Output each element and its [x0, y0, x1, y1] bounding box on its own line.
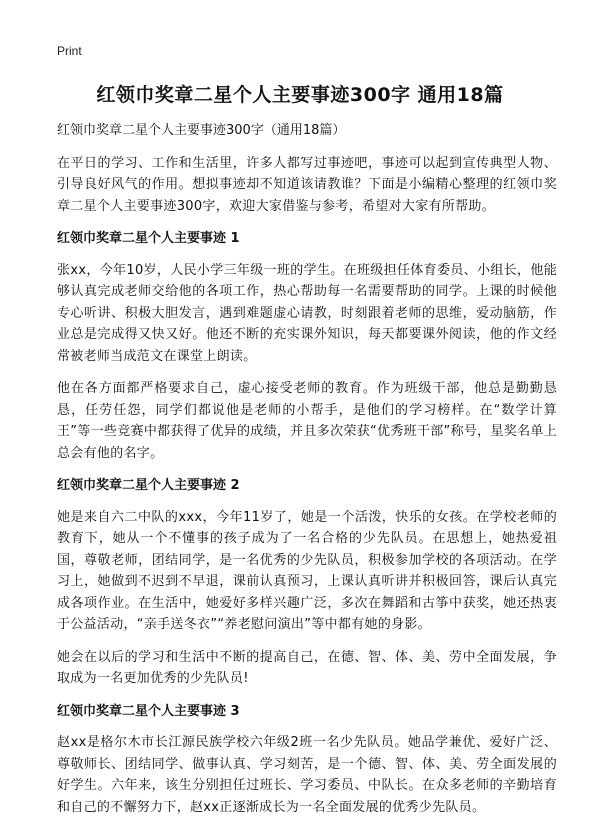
print-label[interactable]: Print: [57, 44, 82, 58]
page-title: 红领巾奖章二星个人主要事迹300字 通用18篇: [96, 84, 504, 106]
section-heading-1: 红领巾奖章二星个人主要事迹 1: [57, 231, 240, 246]
section-heading-2: 红领巾奖章二星个人主要事迹 2: [57, 478, 240, 493]
section-2-paragraph-1: 她是来自六二中队的xxx，今年11岁了，她是一个活泼，快乐的女孩。在学校老师的教育下，她从一个不懂事的孩子成为了一名合格的少先队员。在思想上，她热爱祖国，尊敬老师，团结同学，是一名优秀的少先队员，积极参加学校的各项活动。在学习上，她做到不迟到不早退，课前认真预习，上课认真听讲并积极回答，课后认真完成各项作业。在生活中，她爱好多样兴趣广泛，多次在舞蹈和古筝中获奖，她还热衷于公益活动，“亲手送冬衣”“养老慰问演出”等中都有她的身影。: [57, 509, 557, 632]
document-subtitle: 红领巾奖章二星个人主要事迹300字（通用18篇）: [57, 123, 346, 138]
section-heading-3: 红领巾奖章二星个人主要事迹 3: [57, 703, 240, 719]
section-3-paragraph-1: 赵xx是格尔木市长江源民族学校六年级2班一名少先队员。她品学兼优、爱好广泛、尊敬师长、团结同学、做事认真、学习刻苦，是一个德、智、体、美、劳全面发展的好学生。六年来，该生分别担任过班长、学习委员、中队长。在众多老师的辛勤培育和自己的不懈努力下，赵xx正逐渐成长为一名全面发展的优秀少先队员。: [57, 735, 557, 815]
intro-paragraph: 在平日的学习、工作和生活里，许多人都写过事迹吧，事迹可以起到宣传典型人物、引导良好风气的作用。想拟事迹却不知道该请教谁？下面是小编精心整理的红领巾奖章二星个人主要事迹300字，欢迎大家借鉴与参考，希望对大家有所帮助。: [57, 155, 557, 214]
document-body: [57, 120, 557, 829]
section-2-paragraph-2: 她会在以后的学习和生活中不断的提高自己，在德、智、体、美、劳中全面发展，争取成为一名更加优秀的少先队员!: [57, 649, 557, 686]
section-1-paragraph-2: 他在各方面都严格要求自己，虚心接受老师的教育。作为班级干部，他总是勤勤恳恳，任劳任怨，同学们都说他是老师的小帮手，是他们的学习榜样。在“数学计算王”等一些竞赛中都获得了优异的成绩，并且多次荣获“优秀班干部”称号，星奖名单上总会有他的名字。: [57, 381, 557, 461]
section-1-paragraph-1: 张xx，今年10岁，人民小学三年级一班的学生。在班级担任体育委员、小组长，他能够认真完成老师交给他的各项工作，热心帮助每一名需要帮助的同学。上课的时候他专心听讲、积极大胆发言，遇到难题虚心请教，时刻跟着老师的思维，爱动脑筋，作业总是完成得又快又好。他还不断的充实课外知识，每天都要课外阅读，他的作文经常被老师当成范文在课堂上朗读。: [57, 262, 557, 364]
